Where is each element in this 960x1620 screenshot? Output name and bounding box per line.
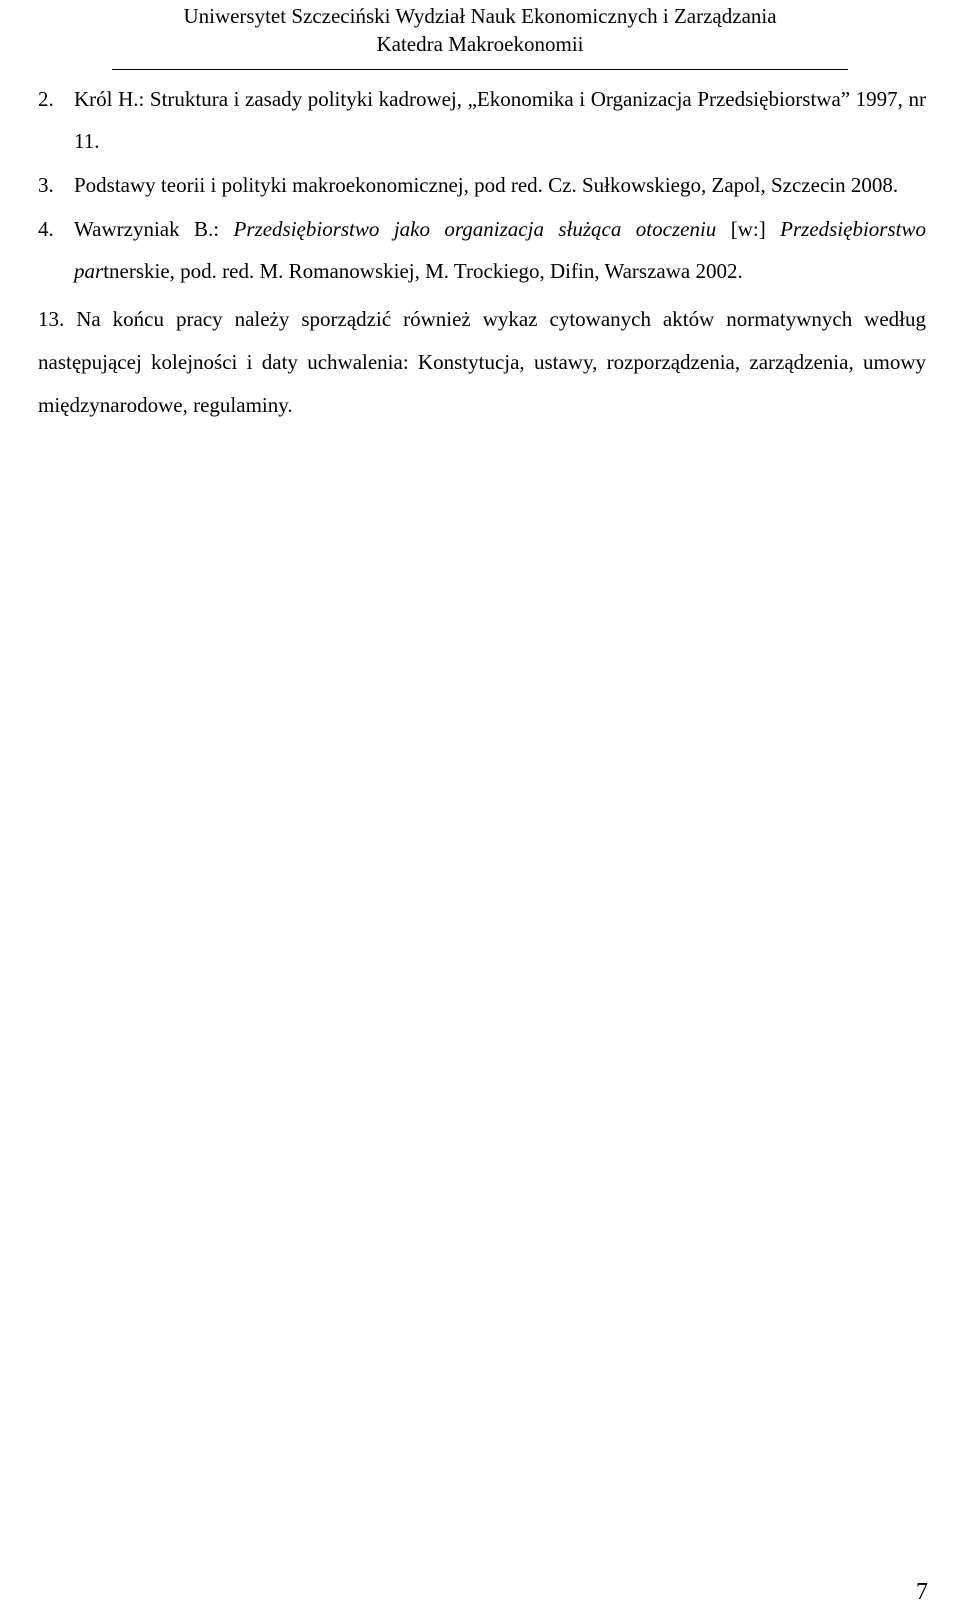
bibliography-item <box>38 164 926 206</box>
bibliography-item <box>38 78 926 162</box>
bibliography-item <box>38 208 926 292</box>
bibliography-text: tnerskie, pod. red. M. Romanowskiej, M. Trockiego, Difin, Warszawa 2002. <box>103 259 743 283</box>
page-number: 7 <box>916 1579 928 1605</box>
bibliography-item-number: 3. <box>38 173 54 197</box>
bibliography-text: Król H.: Struktura i zasady polityki kadrowej, „Ekonomika i Organizacja Przedsiębiorstwa” 1997, nr 11. <box>74 87 926 153</box>
paragraph-point-13: 13. Na końcu pracy należy sporządzić również wykaz cytowanych aktów normatywnych według następującej kolejności i daty uchwalenia: Konstytucja, ustawy, rozporządzenia, zarządzenia, umowy międzynarodowe, regulaminy. <box>38 307 926 417</box>
bibliography-text: Wawrzyniak B.: <box>74 217 234 241</box>
bibliography-text: [w:] <box>716 217 781 241</box>
header-rule <box>112 69 848 70</box>
page-header <box>0 0 960 58</box>
bibliography-italic-text: Przedsiębiorstwo par <box>74 217 926 283</box>
bibliography-text: Podstawy teorii i polityki makroekonomicznej, pod red. Cz. Sułkowskiego, Zapol, Szczecin 2008. <box>74 173 899 197</box>
document-body <box>38 78 926 448</box>
header-university: Uniwersytet Szczeciński Wydział Nauk Ekonomicznych i Zarządzania <box>183 4 777 28</box>
header-department: Katedra Makroekonomii <box>376 32 584 56</box>
bibliography-list <box>38 78 926 292</box>
bibliography-italic-text: Przedsiębiorstwo jako organizacja służąca otoczeniu <box>233 217 717 241</box>
bibliography-item-number: 4. <box>38 217 54 241</box>
bibliography-item-number: 2. <box>38 87 54 111</box>
